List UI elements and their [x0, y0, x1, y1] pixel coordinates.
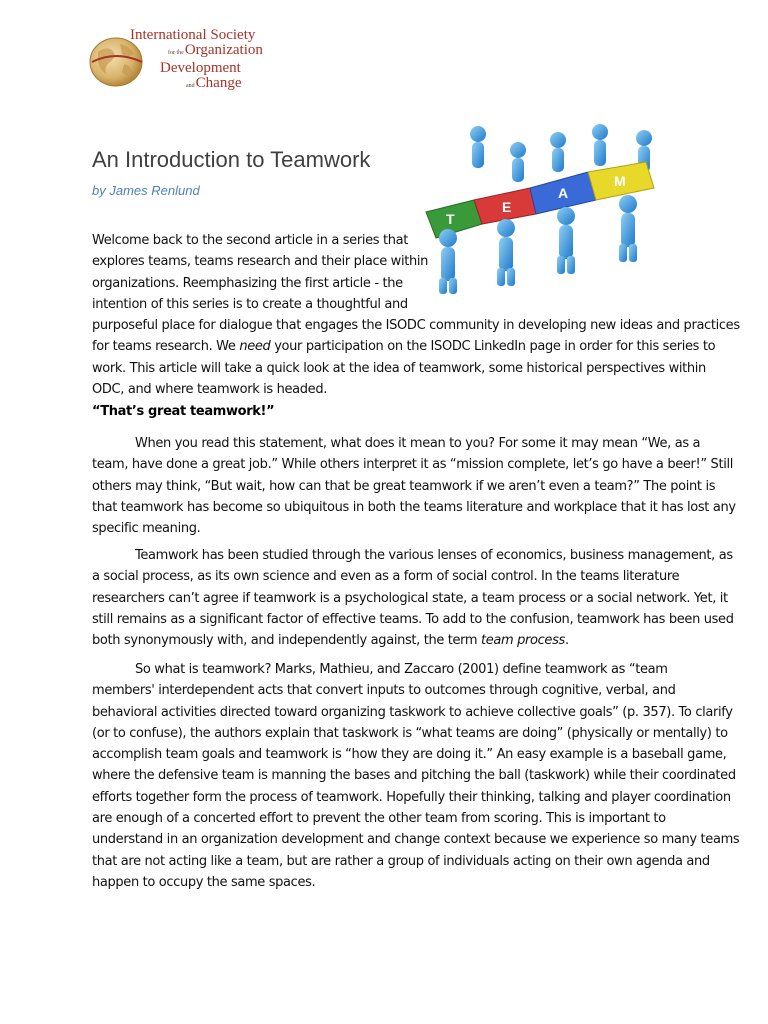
puzzle-letter-t: T — [446, 211, 455, 227]
paragraph-line: Teamwork has been studied through the various lenses of economics, business management, as — [135, 548, 733, 563]
emphasis-team-process: team process — [481, 633, 565, 649]
intro-line: intention of this series is to create a thoughtful and — [92, 296, 408, 312]
intro-line: organizations. Reemphasizing the first article - the — [92, 275, 403, 291]
puzzle-letter-a: A — [558, 185, 569, 201]
logo-line-2 — [130, 43, 263, 61]
puzzle-letter-e: E — [502, 199, 512, 215]
logo-line-3: Development — [160, 60, 241, 76]
intro-line: purposeful place for dialogue that engages the ISODC community in developing new ideas and practices — [92, 318, 740, 334]
paragraph-line: team, have done a great job.” While others interpret it as “mission complete, let’s go have a beer!” Still — [92, 457, 733, 473]
paragraph-line: researchers can’t agree if teamwork is a psychological state, a team process or a social network. Yet, it — [92, 590, 728, 606]
paragraph-line: (or to confuse), the authors explain that taskwork is “what teams are doing” (physically or mentally) to — [92, 725, 728, 741]
puzzle-letter-m: M — [614, 173, 626, 189]
logo-organization: Organization — [184, 42, 263, 58]
paragraph-2 — [92, 545, 734, 651]
paragraph-line: are enough of a concerted effort to prevent the other team from scoring. This is important to — [92, 811, 666, 827]
intro-line: explores teams, teams research and their place within — [92, 254, 429, 270]
puzzle-pieces — [426, 162, 654, 238]
paragraph-line — [92, 630, 680, 651]
intro-line-part: for teams research. We — [92, 339, 240, 355]
intro-line — [92, 336, 716, 357]
emphasis-need: need — [239, 339, 271, 355]
logo-line-1: International Society — [130, 27, 256, 43]
intro-line: ODC, and where teamwork is headed. — [92, 382, 328, 398]
article-byline: by James Renlund — [92, 183, 200, 198]
logo-wordmark — [130, 28, 263, 94]
paragraph-line: specific meaning. — [92, 521, 201, 537]
paragraph-line: that are not acting like a team, but are rather a group of individuals acting on their own agenda and — [92, 853, 710, 869]
paragraph-line: accomplish team goals and teamwork is “how they are doing it.” An easy example is a baseball game, — [92, 747, 727, 763]
intro-line-part: your participation on the ISODC LinkedIn page in order for this series to — [274, 339, 716, 355]
section-heading: “That’s great teamwork!” — [92, 404, 275, 419]
paragraph-line: understand in an organization development and change context because we experience so many teams — [92, 832, 740, 848]
paragraph-line: efforts together form the process of teamwork. Hopefully their thinking, talking and player coordination — [92, 789, 731, 805]
paragraph-line: happen to occupy the same spaces. — [92, 874, 316, 890]
paragraph-1 — [92, 433, 736, 539]
paragraph-line: So what is teamwork? Marks, Mathieu, and Zaccaro (2001) define teamwork as “team — [135, 662, 668, 677]
paragraph-line-part: both synonymously with, and independently against, the term — [92, 633, 482, 649]
paragraph-line: When you read this statement, what does it mean to you? For some it may mean “We, as a — [135, 436, 701, 451]
paragraph-line: where the defensive team is manning the bases and pitching the ball (taskwork) while their coordinated — [92, 768, 736, 784]
paragraph-line: behavioral activities directed toward organizing taskwork to achieve collective goals” (p. 357). To clarify — [92, 704, 733, 720]
intro-line: Welcome back to the second article in a series that — [92, 233, 408, 248]
logo-line-4 — [130, 76, 263, 94]
article-title: An Introduction to Teamwork — [92, 147, 371, 172]
logo-small-and: and — [186, 83, 195, 89]
logo-change: Change — [195, 75, 242, 91]
logo-small-for-the: for the — [168, 50, 184, 56]
intro-paragraph — [92, 230, 740, 400]
paragraph-line: members' interdependent acts that convert inputs to outcomes through cognitive, verbal, and — [92, 683, 676, 699]
paragraph-3 — [92, 659, 740, 893]
paragraph-line: still remains as a significant factor of effective teams. To add to the confusion, teamwork has been used — [92, 611, 734, 627]
paragraph-line: others may think, “But wait, how can that be great teamwork if we aren’t even a team?” The point is — [92, 478, 716, 494]
paragraph-line: that teamwork has become so ubiquitous in both the teams literature and workplace that it has lost any — [92, 499, 736, 515]
paragraph-line: a social process, as its own science and even as a form of social control. In the teams literature — [92, 569, 680, 585]
intro-line: work. This article will take a quick look at the idea of teamwork, some historical perspectives within — [92, 360, 706, 376]
isodc-logo — [84, 24, 284, 92]
period: . — [564, 633, 569, 649]
